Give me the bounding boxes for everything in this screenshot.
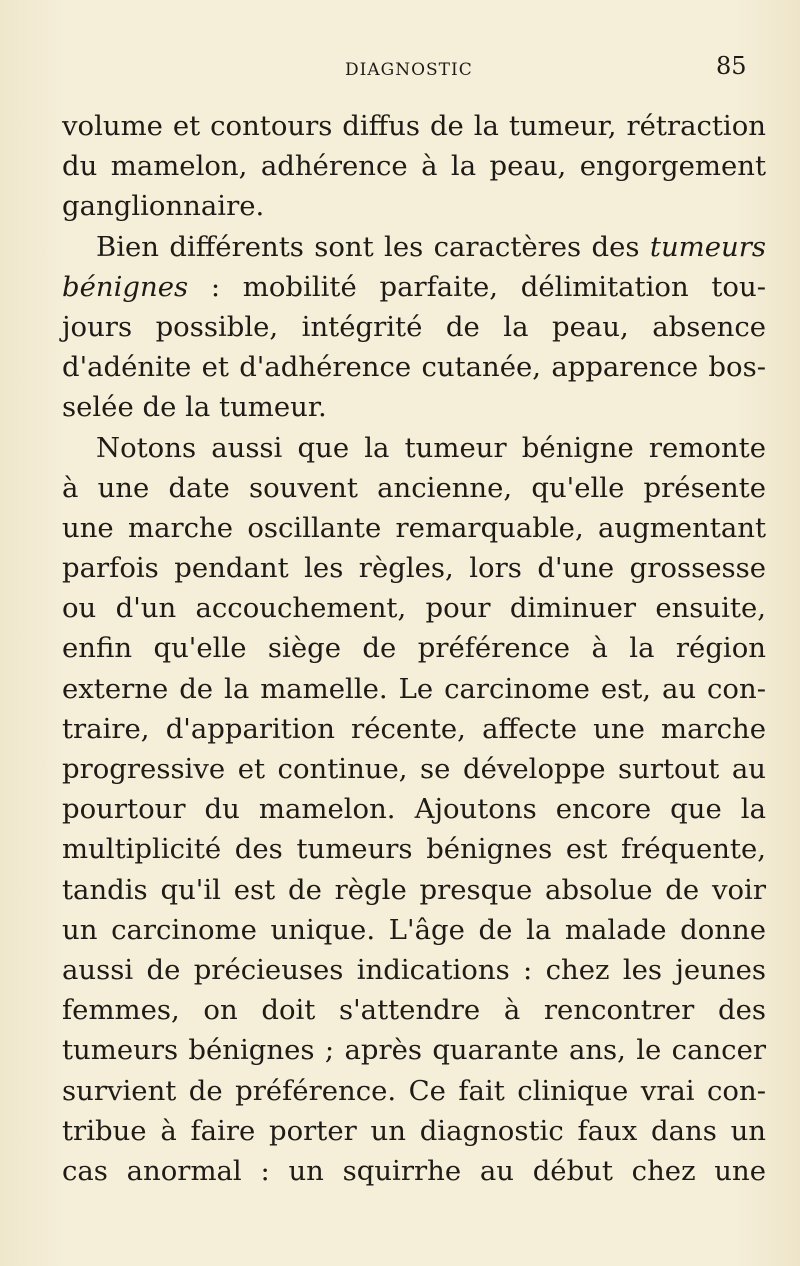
text-line: selée de la tumeur. xyxy=(62,391,327,424)
text-line: tandis qu'il est de règle presque absolue de voir xyxy=(62,873,766,906)
italic-term: bénignes xyxy=(62,270,189,303)
text-line: externe de la mamelle. Le carcinome est, au con- xyxy=(62,672,766,705)
text-line: du mamelon, adhérence à la peau, engorgement xyxy=(62,150,766,183)
page-header xyxy=(0,50,800,90)
text-line: jours possible, intégrité de la peau, absence xyxy=(62,310,766,343)
text-line: tribue à faire porter un diagnostic faux dans un xyxy=(62,1114,766,1147)
italic-term: tumeurs xyxy=(649,230,766,263)
text-line xyxy=(62,227,766,267)
running-title: DIAGNOSTIC xyxy=(345,60,473,80)
text-line: ganglionnaire. xyxy=(62,190,265,223)
text-line: multiplicité des tumeurs bénignes est fréquente, xyxy=(62,833,766,866)
text-line: enfin qu'elle siège de préférence à la région xyxy=(62,632,766,665)
text-line: survient de préférence. Ce fait clinique vrai con- xyxy=(62,1074,766,1107)
text-line: Notons aussi que la tumeur bénigne remonte xyxy=(96,431,766,464)
text-line: parfois pendant les règles, lors d'une grossesse xyxy=(62,552,766,585)
text-line: tumeurs bénignes ; après quarante ans, le cancer xyxy=(62,1034,766,1067)
text-line: un carcinome unique. L'âge de la malade donne xyxy=(62,913,766,946)
text-line: volume et contours diffus de la tumeur, rétraction xyxy=(62,110,766,142)
text-line: d'adénite et d'adhérence cutanée, apparence bos- xyxy=(62,351,766,384)
text-line: une marche oscillante remarquable, augmentant xyxy=(62,511,766,544)
text-span: Bien différents sont les caractères des xyxy=(96,230,650,263)
text-line: à une date souvent ancienne, qu'elle présente xyxy=(62,471,766,504)
page-number: 85 xyxy=(716,52,747,80)
text-line: aussi de précieuses indications : chez les jeunes xyxy=(62,953,766,986)
body-text xyxy=(62,106,766,1191)
text-span: : mobilité parfaite, délimitation tou- xyxy=(188,270,766,303)
text-line: traire, d'apparition récente, affecte une marche xyxy=(62,712,766,745)
text-line: progressive et continue, se développe surtout au xyxy=(62,753,766,785)
text-line: ou d'un accouchement, pour diminuer ensuite, xyxy=(62,592,766,625)
text-line: cas anormal : un squirrhe au début chez une xyxy=(62,1154,766,1187)
text-line xyxy=(62,267,766,307)
text-line: pourtour du mamelon. Ajoutons encore que la xyxy=(62,793,766,826)
text-line: femmes, on doit s'attendre à rencontrer des xyxy=(62,994,766,1027)
